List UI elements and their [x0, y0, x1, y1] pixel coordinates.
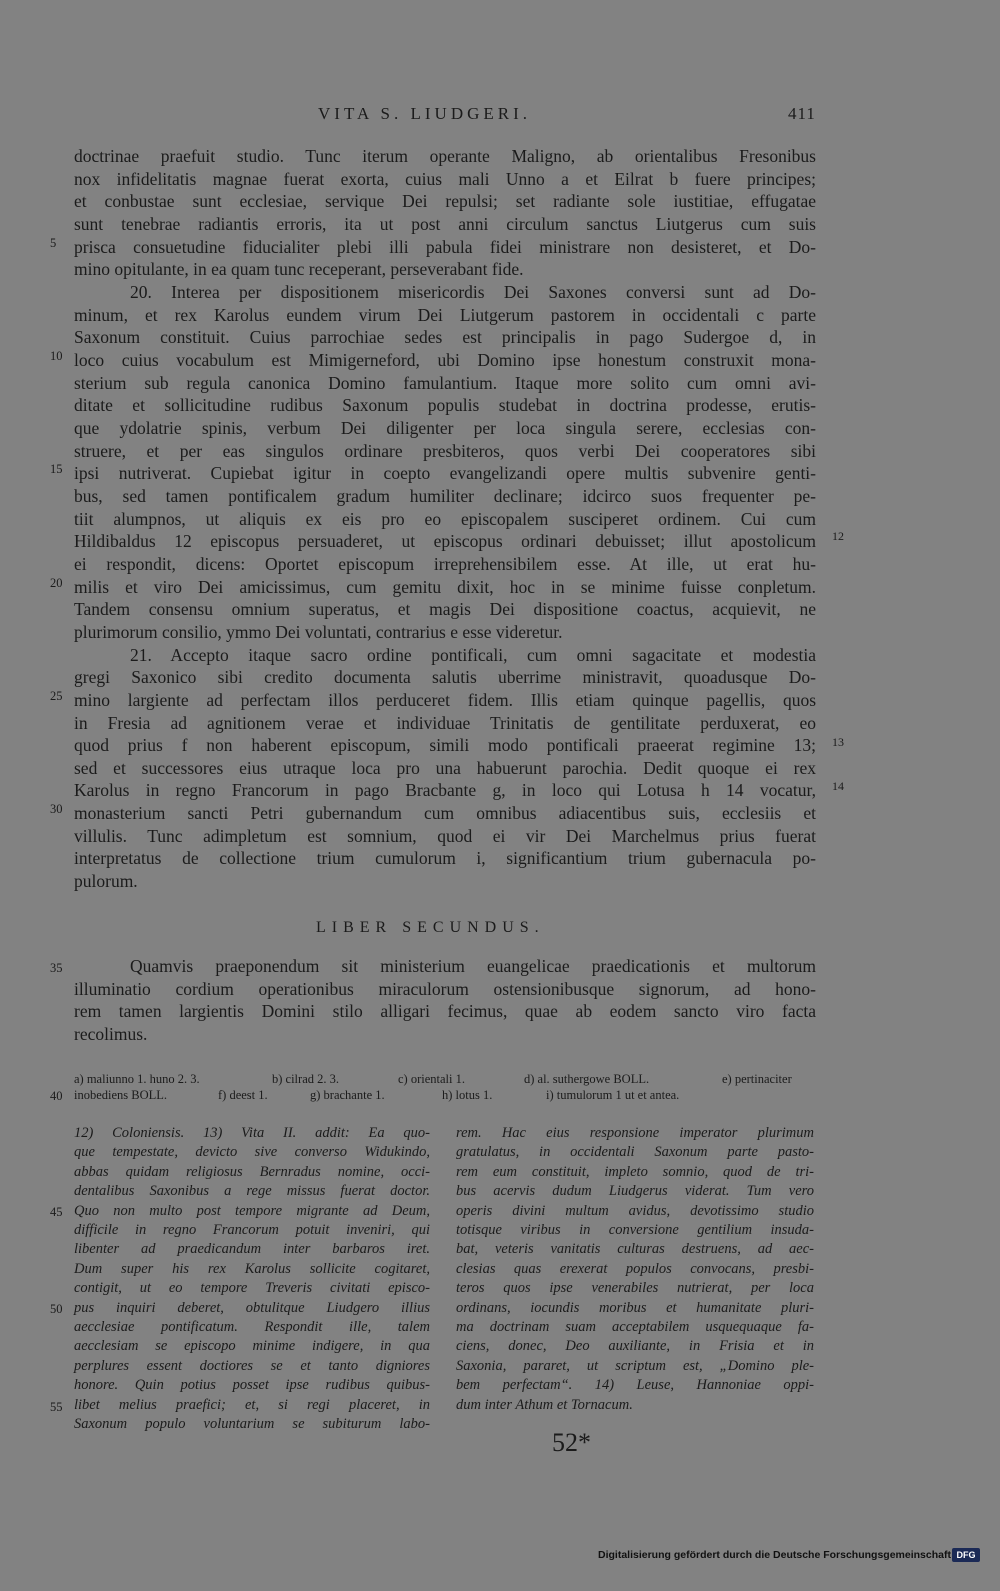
footnote-line: gratulatus, in occidentali Saxonum parte pasto-	[456, 1144, 814, 1161]
variant-note: c) orientali 1.	[398, 1072, 465, 1086]
text-line: nox infidelitatis magnae fuerat exorta, cuius mali Unno a et Eilrat b fuere principes;	[74, 168, 816, 189]
variant-note: h) lotus 1.	[442, 1088, 493, 1102]
signature-mark: 52*	[552, 1428, 591, 1457]
variant-note: inobediens BOLL.	[74, 1088, 168, 1102]
footnote-line: ordinans, iocundis moribus et humanitate pluri-	[456, 1299, 814, 1316]
text-line: minum, et rex Karolus eundem virum Dei Liutgerum pastorem in occidentali c parte	[74, 304, 816, 325]
line-number: 25	[50, 689, 63, 703]
text-line: milis et viro Dei amicissimus, cum gemitu dixit, hoc in se minime fuisse conpletum.	[74, 576, 816, 597]
footnote-line: honore. Quin potius posset ipse rudibus quibus-	[74, 1377, 430, 1394]
footnote-line: que tempestate, devicto sive converso Widukindo,	[74, 1144, 430, 1161]
text-line: villulis. Tunc adimpletum est somnium, quod ei vir Dei Marchelmus prius fuerat	[74, 825, 816, 846]
text-line: sunt tenebrae radiantis erroris, ita ut post anni circulum sanctus Liutgerus cum suis	[74, 213, 816, 234]
text-line: 21. Accepto itaque sacro ordine pontificali, cum omni sagacitate et modestia	[130, 644, 816, 665]
text-line: que ydolatrie spinis, verbum Dei diligenter per loca singula serere, ecclesias con-	[74, 417, 816, 438]
footnote-line: perplures essent doctiores se et tanto digniores	[74, 1357, 430, 1374]
text-line: in Fresia ad agnitionem verae et individuae Trinitatis de gentilitate perduxerat, eo	[74, 712, 816, 733]
section-heading: LIBER SECUNDUS.	[316, 919, 545, 936]
footnote-line: Saxonum populo voluntarium se subiturum labo-	[74, 1416, 430, 1433]
text-line: illuminatio cordium operationibus miraculorum ostensionibusque signorum, ad hono-	[74, 978, 816, 999]
text-line: ditate et sollicitudine rudibus Saxonum populis studebat in doctrina prodesse, erutis-	[74, 395, 816, 416]
line-number: 55	[50, 1400, 63, 1414]
footnote-line: 12) Coloniensis. 13) Vita II. addit: Ea quo-	[74, 1125, 430, 1141]
footnote-line: Quo non multo post tempore migrante ad Deum,	[74, 1202, 430, 1219]
text-line: recolimus.	[74, 1023, 148, 1044]
variant-note: e) pertinaciter	[722, 1072, 792, 1086]
footer-credit: Digitalisierung gefördert durch die Deutsche Forschungsgemeinschaft	[598, 1549, 951, 1561]
text-line: sterium sub regula canonica Domino famulantium. Itaque more solito cum omni avi-	[74, 372, 816, 393]
footnote-line: operis divini multum avidus, devotissimo studio	[456, 1202, 814, 1219]
margin-reference: 14	[832, 779, 844, 793]
footnote-line: abbas quidam religiosus Bernradus nomine, occi-	[74, 1163, 430, 1180]
line-number: 10	[50, 349, 63, 363]
line-number: 30	[50, 802, 63, 816]
text-line: sed et successores eius utraque loca pro una habuerunt parochia. Dedit quoque ei rex	[74, 757, 816, 778]
variant-note: f) deest 1.	[218, 1088, 268, 1102]
text-line: Hildibaldus 12 episcopus persuaderet, ut episcopus ordinari debuisset; illut apostolicum	[74, 531, 816, 552]
footnote-line: pus inquiri deberet, obtulitque Liudgero illius	[74, 1299, 430, 1316]
page-number: 411	[788, 104, 816, 123]
text-line: tiit alumpnos, ut aliquis ex eis pro eo episcopalem susciperet ordinem. Cui cum	[74, 508, 816, 529]
footnotes-left-column	[74, 1124, 430, 1435]
footnote-line: libet melius praefici; et, si regi placeret, in	[74, 1396, 430, 1413]
footnotes-right-column	[456, 1124, 814, 1415]
text-line: mino opitulante, in ea quam tunc receperant, perseverabant fide.	[74, 259, 524, 280]
text-line: ipsi nutriverat. Cupiebat igitur in coepto evangelizandi opere multis subvenire genti-	[74, 463, 816, 484]
margin-reference: 12	[832, 529, 844, 543]
running-title: VITA S. LIUDGERI.	[318, 104, 532, 123]
line-number: 5	[50, 236, 57, 250]
text-line: pulorum.	[74, 871, 138, 892]
text-line: doctrinae praefuit studio. Tunc iterum operante Maligno, ab orientalibus Fresonibus	[74, 146, 816, 166]
text-line: Saxonum constituit. Cuius parrochiae sedes est principalis in pago Sudergoe d, in	[74, 327, 816, 348]
line-number: 45	[50, 1205, 63, 1219]
line-number: 50	[50, 1302, 63, 1316]
footnote-line: libenter ad praedicandum inter barbaros iret.	[74, 1241, 430, 1258]
variant-note: a) maliunno 1. huno 2. 3.	[74, 1072, 200, 1086]
footnote-line: aecclesiam se episcopo minime indigere, in qua	[74, 1338, 430, 1355]
text-line: quod prius f non haberent episcopum, simili modo pontificali praeerat regimine 13;	[74, 735, 816, 756]
line-number: 15	[50, 462, 63, 476]
footnote-line: dum inter Athum et Tornacum.	[456, 1396, 633, 1413]
text-line: Tandem consensu omnium superatus, et magis Dei dispositione coactus, acquievit, ne	[74, 599, 816, 620]
text-line: bus, sed tamen pontificalem gradum humiliter declinare; idcirco suos frequenter pe-	[74, 485, 816, 506]
footnote-line: ma doctrinam suam acceptabilem usquequaque fa-	[456, 1319, 814, 1336]
footnote-line: bat, veteris vanitatis culturas destruens, ad aec-	[456, 1241, 814, 1258]
footnote-line: totisque viribus in conversione gentilium insuda-	[456, 1222, 814, 1239]
variant-note: b) cilrad 2. 3.	[272, 1072, 339, 1086]
dfg-logo	[952, 1548, 980, 1562]
variant-note: d) al. suthergowe BOLL.	[524, 1072, 650, 1086]
text-line: Karolus in regno Francorum in pago Bracbante g, in loco qui Lotusa h 14 vocatur,	[74, 780, 816, 801]
footnote-line: teros quos ipse venerabiles nutrierat, per loca	[456, 1280, 814, 1297]
text-line: Quamvis praeponendum sit ministerium euangelicae praedicationis et multorum	[130, 956, 816, 976]
footnote-line: bem perfectam“. 14) Leuse, Hannoniae oppi-	[456, 1377, 814, 1394]
text-line: mino largiente ad perfectam illos perduceret fidem. Illis etiam quinque pagellis, quos	[74, 689, 816, 710]
margin-reference: 13	[832, 735, 844, 749]
footnote-line: dentalibus Saxonibus a rege missus fuerat doctor.	[74, 1183, 430, 1200]
text-line: gregi Saxonico sibi credito documenta salutis uberrime ministravit, quoadusque Do-	[74, 667, 816, 688]
footnote-line: contigit, ut eo tempore Treveris civitati episco-	[74, 1280, 430, 1297]
text-line: plurimorum consilio, ymmo Dei voluntati, contrarius e esse videretur.	[74, 621, 563, 642]
footnote-line: bus acervis dudum Liudgerus viderat. Tum vero	[456, 1183, 814, 1200]
footnote-line: difficile in regno Francorum potuit inveniri, qui	[74, 1222, 430, 1239]
footnote-line: rem eum constituit, impleto somnio, quod de tri-	[456, 1163, 814, 1180]
footnote-line: Saxonia, pararet, ut scriptum est, „Domino ple-	[456, 1357, 814, 1374]
variant-note: g) brachante 1.	[310, 1088, 385, 1102]
footnote-line: aecclesiae pontificatum. Respondit ille, talem	[74, 1319, 430, 1336]
line-number: 20	[50, 576, 63, 590]
text-line: struere, et per eas singulos ordinare presbiteros, quos verbi Dei cooperatores sibi	[74, 440, 816, 461]
line-number: 35	[50, 961, 63, 975]
text-line: prisca consuetudine fiducialiter plebi illi pabula fidei ministrare non desisteret, et Do-	[74, 236, 816, 257]
dfg-logo-text: DFG	[956, 1550, 976, 1560]
line-number: 40	[50, 1089, 63, 1103]
footnote-line: rem. Hac eius responsione imperator plurimum	[456, 1125, 814, 1141]
footnote-line: ciens, donec, Deo auxiliante, in Frisia et in	[456, 1338, 814, 1355]
text-line: et conbustae sunt ecclesiae, servique Dei repulsi; set radiante sole iustitiae, effugatae	[74, 191, 816, 212]
footnote-line: Dum super his rex Karolus sollicite cogitaret,	[74, 1260, 430, 1277]
text-line: 20. Interea per dispositionem misericordis Dei Saxones conversi sunt ad Do-	[130, 281, 816, 302]
text-line: monasterium sancti Petri gubernandum cum omnibus adiacentibus suis, ecclesiis et	[74, 803, 816, 824]
footnote-line: clesias quas erexerat populos convocans, presbi-	[456, 1260, 814, 1277]
text-line: interpretatus de collectione trium cumulorum i, significantium trium gubernacula po-	[74, 848, 816, 869]
variant-note: i) tumulorum 1 ut et antea.	[546, 1088, 680, 1102]
text-line: rem tamen largientis Domini stilo alligari fecimus, quae ab eodem sancto viro facta	[74, 1001, 816, 1022]
text-line: ei respondit, dicens: Oportet episcopum irreprehensibilem esse. At ille, ut erat hu-	[74, 553, 816, 574]
text-line: loco cuius vocabulum est Mimigerneford, ubi Domino ipse honestum construxit mona-	[74, 349, 816, 370]
